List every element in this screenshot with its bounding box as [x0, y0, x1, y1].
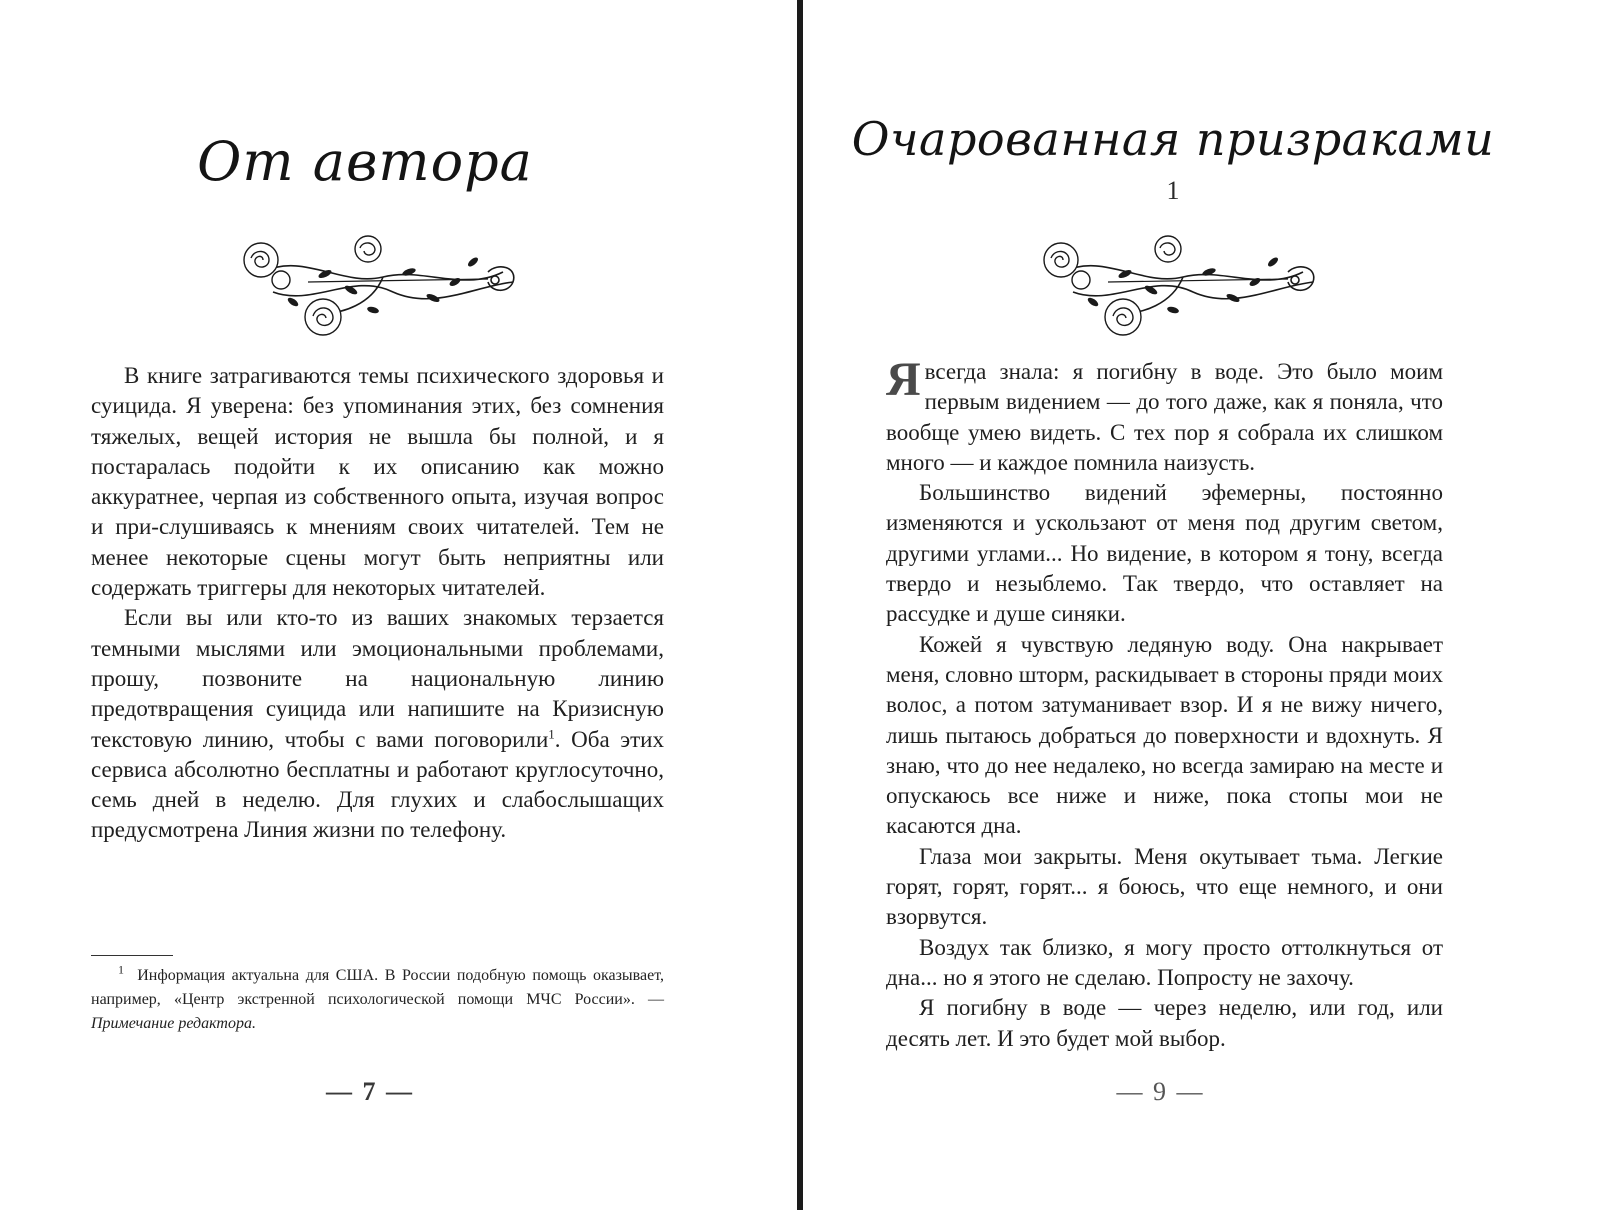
paragraph-text: Если вы или кто-то из ваших знакомых терзается темными мыслями или эмоциональными проблемами, прошу, позвоните на национальную линию предотвращения суицида или напишите на Кризисную текстовую линию, чтобы с вами поговорили — [91, 605, 664, 752]
opening-paragraph — [886, 353, 1443, 478]
author-note-body — [91, 361, 664, 846]
footnote-divider — [91, 955, 173, 956]
paragraph: Глаза мои закрыты. Меня окутывает тьма. Легкие горят, горят, горят... я боюсь, что еще немного, и они взорвутся. — [886, 843, 1443, 930]
bleed-through-text — [140, 230, 200, 310]
footnote-body: Информация актуальна для США. В России подобную помощь оказывает, например, «Центр экстренной психологической помощи МЧС России». — — [91, 967, 665, 1008]
editor-note: Примечание редактора. — [91, 1015, 256, 1032]
chapter-number: 1 — [1166, 176, 1180, 205]
footnote — [91, 964, 664, 1036]
page-number: — 7 — — [326, 1077, 414, 1106]
paragraph — [91, 603, 664, 845]
paragraph: Кожей я чувствую ледяную воду. Она накрывает меня, словно шторм, раскидывает в стороны пряди моих волос, а потом затуманивает взор. И я не вижу ничего, лишь пытаюсь добраться до поверхности и вдохнуть. Я знаю, что до нее недалеко, но всегда замираю на месте и опускаюсь все ниже и ниже, пока стопы мои не касаются дна. — [886, 631, 1443, 839]
left-page — [0, 0, 797, 1210]
paragraph-text: всегда знала: я погибну в воде. Это было моим первым видением — до того даже, как я поняла, что вообще умею видеть. С тех пор я собрала их слишком много — и каждое помнила наизусть. — [886, 359, 1443, 475]
footnote-marker: 1 — [118, 962, 124, 977]
right-page — [803, 0, 1600, 1210]
drop-cap: Я — [886, 353, 921, 406]
footnote-reference[interactable]: 1 — [548, 725, 555, 741]
chapter-title: Очарованная призраками — [851, 112, 1495, 166]
rose-vine-ornament-icon — [1033, 232, 1333, 342]
paragraph: Большинство видений эфемерны, постоянно изменяются и ускользают от меня под другим светом, другими углами... Но видение, в котором я тону, всегда твердо и незыблемо. Так твердо, что оставляет на рассудке и душе синяки. — [886, 480, 1443, 627]
rose-vine-ornament-icon — [233, 232, 533, 342]
footnote-text — [91, 964, 664, 1036]
chapter-body — [886, 353, 1443, 1054]
page-number: — 9 — — [1116, 1077, 1205, 1106]
page-title: От автора — [197, 130, 533, 193]
paragraph: В книге затрагиваются темы психического здоровья и суицида. Я уверена: без упоминания этих, без сомнения тяжелых, вещей история не вышла бы полной, и я постаралась подойти к их описанию как можно аккуратнее, черпая из собственного опыта, изучая вопрос и при-слушиваясь к мнениям своих читателей. Тем не менее некоторые сцены могут быть неприятны или содержать триггеры для некоторых читателей. — [91, 363, 664, 601]
paragraph-text: . Оба этих сервиса абсолютно бесплатны и работают круглосуточно, семь дней в неделю. Для глухих и слабослышащих предусмотрена Линия жизни по телефону. — [91, 726, 664, 843]
paragraph: Воздух так близко, я могу просто оттолкнуться от дна... но я этого не сделаю. Попросту не захочу. — [886, 934, 1443, 990]
paragraph: Я погибну в воде — через неделю, или год, или десять лет. И это будет мой выбор. — [886, 995, 1443, 1051]
